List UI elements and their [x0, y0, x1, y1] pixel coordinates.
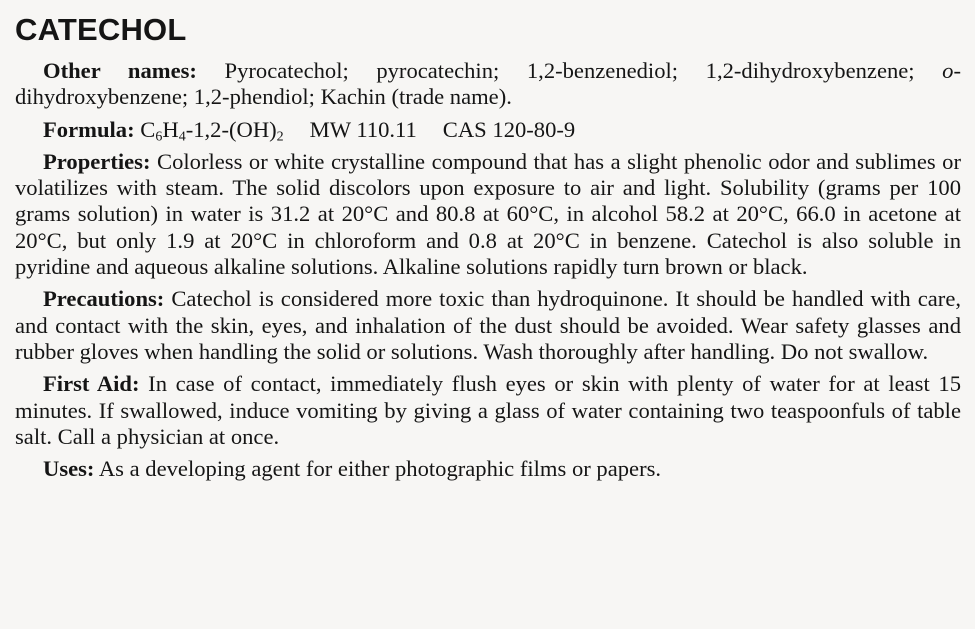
- properties-paragraph: [15, 149, 961, 280]
- formula-mid: -1,2-(OH): [185, 116, 277, 142]
- precautions-label: Precautions:: [43, 286, 165, 312]
- cas-number: CAS 120-80-9: [442, 116, 576, 142]
- formula-label: Formula:: [43, 116, 135, 142]
- first-aid-label: First Aid:: [43, 371, 140, 397]
- first-aid-paragraph: [15, 371, 961, 450]
- precautions-text: Catechol is considered more toxic than hydroquinone. It should be handled with care, and contact with the skin, eyes, and inhalation of the dust should be avoided. Wear safety glasses and rubber gloves when handling the solid or solutions. Wash thoroughly after handling. Do not swallow.: [15, 286, 961, 364]
- formula-c: C: [140, 116, 156, 142]
- properties-text: Colorless or white crystalline compound that has a slight phenolic odor and sublimes or volatilizes with steam. The solid discolors upon exposure to air and light. Solubility (grams per 100 grams solution) in water is 31.2 at 20°C and 80.8 at 60°C, in alcohol 58.2 at 20°C, 66.0 in acetone at 20°C, but only 1.9 at 20°C in chloroform and 0.8 at 20°C in benzene. Catechol is also soluble in pyridine and aqueous alkaline solutions. Alkaline solutions rapidly turn brown or black.: [15, 148, 961, 280]
- properties-label: Properties:: [43, 148, 151, 174]
- precautions-paragraph: [15, 286, 961, 365]
- formula-line: [15, 117, 961, 143]
- other-names-label: Other names:: [43, 58, 197, 83]
- other-names-italic-o: o: [942, 58, 954, 83]
- formula-h-subscript: 4: [178, 129, 186, 145]
- uses-text: As a developing agent for either photographic films or papers.: [94, 456, 662, 482]
- other-names-text-1: Pyrocatechol; pyrocatechin; 1,2-benzenediol; 1,2-dihydroxybenzene;: [196, 58, 943, 83]
- first-aid-text: In case of contact, immediately flush eyes or skin with plenty of water for at least 15 minutes. If swallowed, induce vomiting by giving a glass of water containing two teaspoonfuls of table salt. Call a physician at once.: [15, 371, 961, 449]
- formula-c-subscript: 6: [155, 129, 163, 145]
- molecular-weight: MW 110.11: [309, 116, 417, 142]
- uses-paragraph: [15, 456, 961, 482]
- formula-h: H: [162, 116, 179, 142]
- other-names-paragraph: [15, 58, 961, 111]
- page-title: CATECHOL: [15, 12, 187, 47]
- other-names-text-2: -dihydroxybenzene; 1,2-phendiol; Kachin (trade name).: [15, 58, 961, 110]
- uses-label: Uses:: [43, 456, 95, 482]
- formula-oh-subscript: 2: [276, 129, 284, 145]
